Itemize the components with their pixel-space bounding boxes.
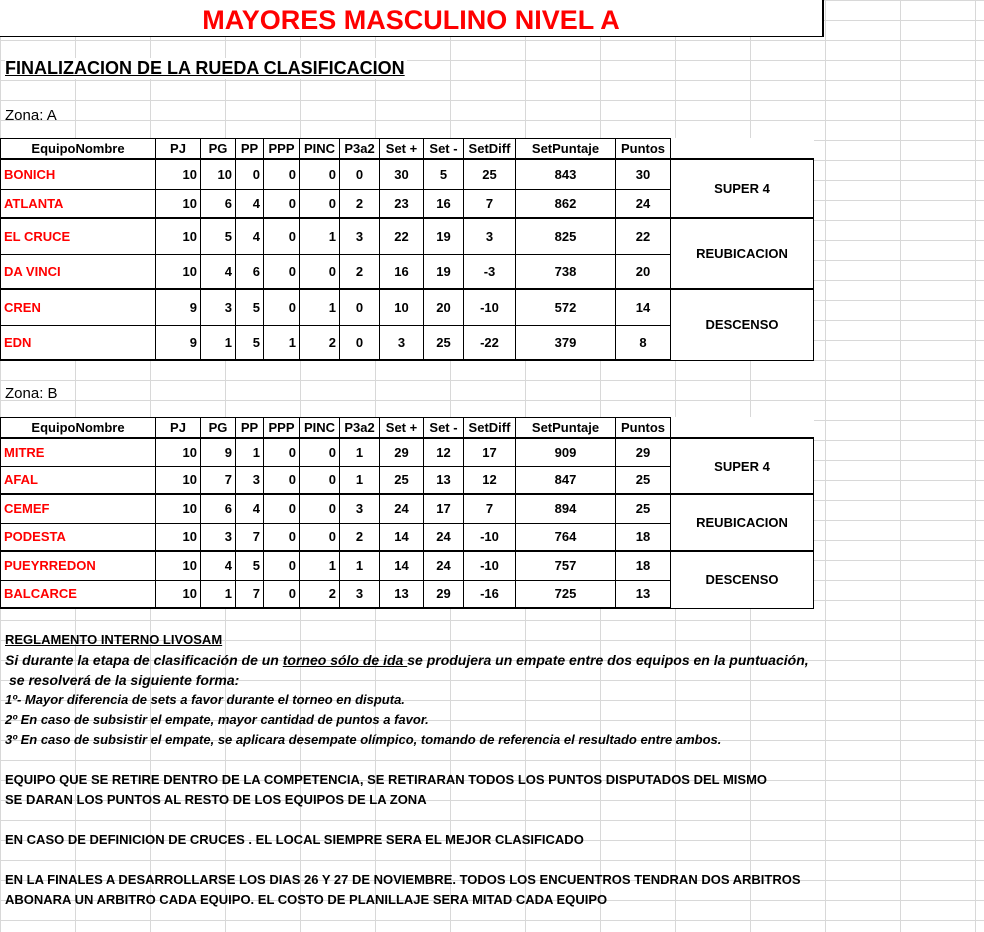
cell-pp: 7	[236, 523, 264, 551]
cell-pinc: 2	[300, 580, 340, 608]
rule-line-8: EN CASO DE DEFINICION DE CRUCES . EL LOCAL SIEMPRE SERA EL MEJOR CLASIFICADO	[5, 832, 584, 847]
cell-puntos: 13	[616, 580, 671, 608]
cell-pinc: 0	[300, 438, 340, 466]
cell-puntos: 30	[616, 159, 671, 189]
cell-pg: 10	[201, 159, 236, 189]
cell-p3a2: 3	[340, 580, 380, 608]
cell-team: PUEYRREDON	[1, 551, 156, 580]
column-header-team: EquipoNombre	[1, 139, 156, 160]
column-header-pp: PP	[236, 139, 264, 160]
rule-line-1-underlined: torneo sólo de ida	[282, 652, 408, 668]
cell-pg: 4	[201, 254, 236, 289]
cell-ppp: 0	[264, 254, 300, 289]
cell-ppp: 0	[264, 438, 300, 466]
zone-a-label: Zona: A	[5, 107, 57, 124]
cell-set-plus: 30	[380, 159, 424, 189]
cell-pj: 10	[156, 466, 201, 494]
cell-set-minus: 17	[424, 494, 464, 523]
cell-pinc: 0	[300, 254, 340, 289]
cell-ppp: 1	[264, 325, 300, 360]
rules-heading: REGLAMENTO INTERNO LIVOSAM	[5, 632, 223, 647]
zone-a-table	[0, 138, 814, 361]
zone-b-table	[0, 417, 814, 609]
cell-set-puntaje: 843	[516, 159, 616, 189]
cell-pj: 10	[156, 254, 201, 289]
cell-pp: 7	[236, 580, 264, 608]
cell-p3a2: 3	[340, 494, 380, 523]
group-label: DESCENSO	[671, 289, 814, 360]
rule-line-9: EN LA FINALES A DESARROLLARSE LOS DIAS 26 Y 27 DE NOVIEMBRE. TODOS LOS ENCUENTROS TENDRAN DOS ARBITROS	[5, 872, 801, 887]
cell-set-minus: 24	[424, 523, 464, 551]
cell-p3a2: 0	[340, 289, 380, 325]
cell-team: BONICH	[1, 159, 156, 189]
cell-pinc: 0	[300, 466, 340, 494]
cell-pp: 0	[236, 159, 264, 189]
cell-set-puntaje: 909	[516, 438, 616, 466]
cell-p3a2: 0	[340, 325, 380, 360]
column-header-puntos: Puntos	[616, 139, 671, 160]
cell-pj: 10	[156, 189, 201, 218]
rule-line-1-post: se produjera un empate entre dos equipos en la puntuación,	[407, 652, 809, 668]
rule-line-1	[5, 650, 809, 670]
column-header-set-diff: SetDiff	[464, 418, 516, 439]
column-header-pj: PJ	[156, 418, 201, 439]
cell-p3a2: 1	[340, 466, 380, 494]
header-spacer	[671, 139, 814, 160]
table-row	[1, 218, 814, 254]
column-header-team: EquipoNombre	[1, 418, 156, 439]
table-row	[1, 551, 814, 580]
cell-set-minus: 24	[424, 551, 464, 580]
cell-pg: 3	[201, 523, 236, 551]
cell-ppp: 0	[264, 551, 300, 580]
cell-set-puntaje: 825	[516, 218, 616, 254]
sheet-title: MAYORES MASCULINO NIVEL A	[0, 0, 824, 37]
rule-line-4: 2º En caso de subsistir el empate, mayor cantidad de puntos a favor.	[5, 712, 429, 727]
cell-puntos: 18	[616, 551, 671, 580]
column-header-pg: PG	[201, 139, 236, 160]
cell-set-minus: 29	[424, 580, 464, 608]
column-header-pg: PG	[201, 418, 236, 439]
rule-line-10: ABONARA UN ARBITRO CADA EQUIPO. EL COSTO DE PLANILLAJE SERA MITAD CADA EQUIPO	[5, 892, 608, 907]
cell-pg: 9	[201, 438, 236, 466]
cell-p3a2: 2	[340, 254, 380, 289]
cell-set-diff: 7	[464, 494, 516, 523]
column-header-set-plus: Set +	[380, 139, 424, 160]
cell-set-diff: -10	[464, 289, 516, 325]
cell-puntos: 20	[616, 254, 671, 289]
cell-set-plus: 13	[380, 580, 424, 608]
cell-set-plus: 14	[380, 551, 424, 580]
cell-team: EL CRUCE	[1, 218, 156, 254]
cell-set-plus: 23	[380, 189, 424, 218]
rule-line-6: EQUIPO QUE SE RETIRE DENTRO DE LA COMPETENCIA, SE RETIRARAN TODOS LOS PUNTOS DISPUTADOS DEL MISMO	[5, 772, 768, 787]
cell-set-minus: 25	[424, 325, 464, 360]
cell-team: DA VINCI	[1, 254, 156, 289]
rule-line-3: 1º- Mayor diferencia de sets a favor durante el torneo en disputa.	[5, 692, 405, 707]
cell-pinc: 0	[300, 159, 340, 189]
cell-pinc: 1	[300, 551, 340, 580]
cell-team: BALCARCE	[1, 580, 156, 608]
cell-pj: 10	[156, 551, 201, 580]
column-header-pp: PP	[236, 418, 264, 439]
cell-set-minus: 19	[424, 254, 464, 289]
cell-set-puntaje: 757	[516, 551, 616, 580]
table-row	[1, 289, 814, 325]
column-header-p3a2: P3a2	[340, 139, 380, 160]
cell-set-minus: 12	[424, 438, 464, 466]
column-header-ppp: PPP	[264, 418, 300, 439]
cell-set-puntaje: 894	[516, 494, 616, 523]
cell-pp: 5	[236, 551, 264, 580]
cell-set-minus: 20	[424, 289, 464, 325]
cell-pinc: 1	[300, 289, 340, 325]
cell-puntos: 22	[616, 218, 671, 254]
cell-team: AFAL	[1, 466, 156, 494]
cell-set-puntaje: 764	[516, 523, 616, 551]
table-row	[1, 438, 814, 466]
column-header-pj: PJ	[156, 139, 201, 160]
zone-b-label: Zona: B	[5, 385, 58, 402]
rule-line-7: SE DARAN LOS PUNTOS AL RESTO DE LOS EQUIPOS DE LA ZONA	[5, 792, 427, 807]
cell-set-puntaje: 725	[516, 580, 616, 608]
column-header-set-plus: Set +	[380, 418, 424, 439]
cell-p3a2: 0	[340, 159, 380, 189]
cell-pinc: 0	[300, 189, 340, 218]
cell-set-plus: 10	[380, 289, 424, 325]
cell-set-plus: 24	[380, 494, 424, 523]
cell-set-diff: 7	[464, 189, 516, 218]
cell-pp: 5	[236, 325, 264, 360]
cell-pinc: 2	[300, 325, 340, 360]
cell-set-diff: -10	[464, 523, 516, 551]
cell-pinc: 1	[300, 218, 340, 254]
cell-set-puntaje: 572	[516, 289, 616, 325]
column-header-set-minus: Set -	[424, 139, 464, 160]
cell-p3a2: 1	[340, 438, 380, 466]
cell-team: CEMEF	[1, 494, 156, 523]
cell-puntos: 24	[616, 189, 671, 218]
cell-set-plus: 3	[380, 325, 424, 360]
group-label: REUBICACION	[671, 494, 814, 551]
cell-p3a2: 2	[340, 523, 380, 551]
cell-ppp: 0	[264, 289, 300, 325]
cell-p3a2: 2	[340, 189, 380, 218]
cell-ppp: 0	[264, 218, 300, 254]
cell-set-diff: 3	[464, 218, 516, 254]
cell-team: EDN	[1, 325, 156, 360]
cell-pg: 6	[201, 494, 236, 523]
cell-set-plus: 25	[380, 466, 424, 494]
group-label: REUBICACION	[671, 218, 814, 289]
sheet-subtitle: FINALIZACION DE LA RUEDA CLASIFICACION	[5, 58, 405, 78]
header-spacer	[671, 418, 814, 439]
cell-set-minus: 19	[424, 218, 464, 254]
cell-pp: 5	[236, 289, 264, 325]
cell-set-diff: 17	[464, 438, 516, 466]
cell-pinc: 0	[300, 494, 340, 523]
header-row	[1, 139, 814, 160]
cell-pp: 6	[236, 254, 264, 289]
column-header-set-minus: Set -	[424, 418, 464, 439]
cell-p3a2: 1	[340, 551, 380, 580]
cell-pg: 6	[201, 189, 236, 218]
cell-set-diff: -3	[464, 254, 516, 289]
cell-ppp: 0	[264, 189, 300, 218]
cell-set-diff: 12	[464, 466, 516, 494]
cell-set-puntaje: 379	[516, 325, 616, 360]
column-header-p3a2: P3a2	[340, 418, 380, 439]
cell-pp: 1	[236, 438, 264, 466]
cell-puntos: 29	[616, 438, 671, 466]
cell-pp: 4	[236, 218, 264, 254]
cell-puntos: 18	[616, 523, 671, 551]
cell-pj: 10	[156, 218, 201, 254]
cell-ppp: 0	[264, 159, 300, 189]
cell-puntos: 25	[616, 494, 671, 523]
group-label: SUPER 4	[671, 159, 814, 218]
rule-line-2: se resolverá de la siguiente forma:	[9, 672, 240, 688]
cell-pg: 1	[201, 580, 236, 608]
cell-team: PODESTA	[1, 523, 156, 551]
column-header-set-puntaje: SetPuntaje	[516, 418, 616, 439]
cell-team: CREN	[1, 289, 156, 325]
cell-set-diff: -16	[464, 580, 516, 608]
column-header-set-diff: SetDiff	[464, 139, 516, 160]
cell-pinc: 0	[300, 523, 340, 551]
column-header-set-puntaje: SetPuntaje	[516, 139, 616, 160]
cell-pg: 1	[201, 325, 236, 360]
cell-set-puntaje: 738	[516, 254, 616, 289]
cell-pj: 10	[156, 159, 201, 189]
cell-team: ATLANTA	[1, 189, 156, 218]
column-header-puntos: Puntos	[616, 418, 671, 439]
cell-pj: 10	[156, 494, 201, 523]
table-row	[1, 494, 814, 523]
cell-puntos: 8	[616, 325, 671, 360]
cell-puntos: 14	[616, 289, 671, 325]
cell-set-minus: 5	[424, 159, 464, 189]
table-row	[1, 159, 814, 189]
cell-set-diff: -22	[464, 325, 516, 360]
cell-pj: 9	[156, 325, 201, 360]
cell-set-plus: 16	[380, 254, 424, 289]
cell-set-puntaje: 847	[516, 466, 616, 494]
cell-set-plus: 14	[380, 523, 424, 551]
cell-set-diff: 25	[464, 159, 516, 189]
cell-set-plus: 22	[380, 218, 424, 254]
cell-ppp: 0	[264, 580, 300, 608]
cell-team: MITRE	[1, 438, 156, 466]
group-label: SUPER 4	[671, 438, 814, 494]
column-header-pinc: PINC	[300, 418, 340, 439]
cell-pj: 9	[156, 289, 201, 325]
column-header-ppp: PPP	[264, 139, 300, 160]
cell-pj: 10	[156, 523, 201, 551]
cell-set-puntaje: 862	[516, 189, 616, 218]
cell-pg: 3	[201, 289, 236, 325]
cell-ppp: 0	[264, 494, 300, 523]
cell-pg: 4	[201, 551, 236, 580]
cell-pg: 7	[201, 466, 236, 494]
cell-p3a2: 3	[340, 218, 380, 254]
cell-puntos: 25	[616, 466, 671, 494]
column-header-pinc: PINC	[300, 139, 340, 160]
rule-line-5: 3º En caso de subsistir el empate, se aplicara desempate olímpico, tomando de referencia el resultado entre ambos.	[5, 732, 722, 747]
cell-pj: 10	[156, 580, 201, 608]
cell-pj: 10	[156, 438, 201, 466]
cell-set-minus: 16	[424, 189, 464, 218]
cell-set-diff: -10	[464, 551, 516, 580]
cell-pp: 4	[236, 494, 264, 523]
header-row	[1, 418, 814, 439]
cell-pg: 5	[201, 218, 236, 254]
rules-section	[5, 630, 809, 910]
cell-ppp: 0	[264, 523, 300, 551]
cell-set-plus: 29	[380, 438, 424, 466]
cell-pp: 3	[236, 466, 264, 494]
cell-pp: 4	[236, 189, 264, 218]
group-label: DESCENSO	[671, 551, 814, 608]
cell-set-minus: 13	[424, 466, 464, 494]
rule-line-1-pre: Si durante la etapa de clasificación de un	[5, 652, 283, 668]
cell-ppp: 0	[264, 466, 300, 494]
